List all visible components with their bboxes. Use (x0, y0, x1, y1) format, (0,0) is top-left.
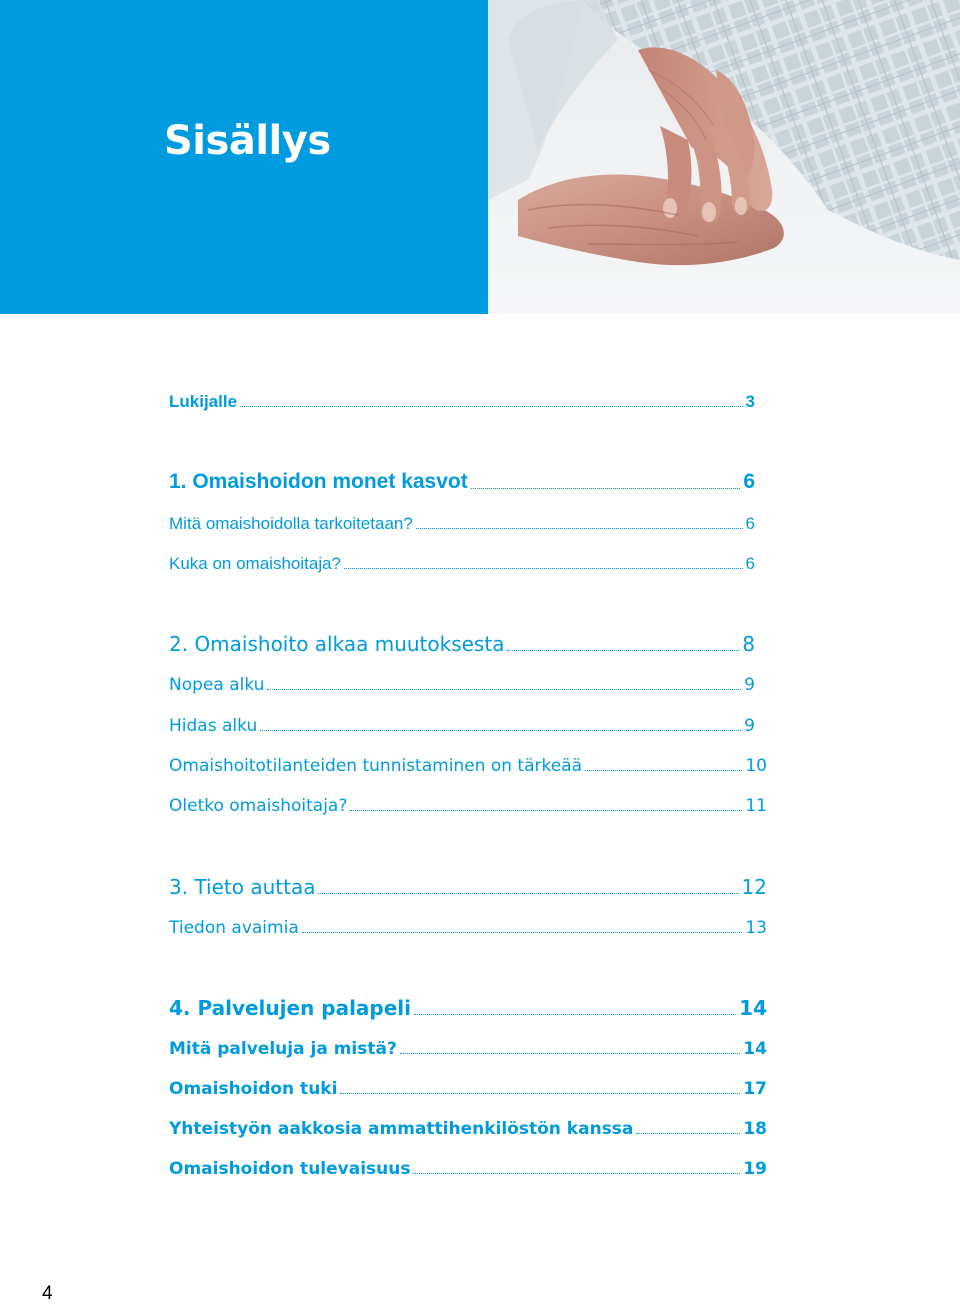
toc-entry-chapter-3[interactable] (169, 875, 767, 899)
toc-page-number: 17 (743, 1079, 767, 1099)
toc-page-number: 14 (739, 996, 767, 1020)
toc-label: Omaishoidon tuki (169, 1079, 338, 1099)
toc-page-number: 10 (745, 756, 767, 776)
toc-leader (471, 488, 741, 489)
toc-label: Yhteistyön aakkosia ammattihenkilöstön kanssa (169, 1119, 634, 1139)
page-number: 4 (42, 1283, 53, 1304)
toc-entry-hidas-alku[interactable] (169, 716, 755, 736)
toc-leader (240, 406, 743, 407)
toc-entry-mita-omaishoidolla[interactable] (169, 514, 755, 534)
toc-page-number: 9 (744, 675, 755, 695)
toc-label: Omaishoidon tulevaisuus (169, 1159, 411, 1179)
toc-leader (400, 1053, 741, 1054)
toc-entry-oletko-omaishoitaja[interactable] (169, 796, 767, 816)
toc-entry-kuka-on-omaishoitaja[interactable] (169, 554, 755, 574)
toc-leader (260, 730, 741, 731)
toc-page-number: 9 (744, 716, 755, 736)
toc-label: 1. Omaishoidon monet kasvot (169, 470, 468, 493)
page-title: Sisällys (164, 118, 331, 164)
toc-entry-chapter-4[interactable] (169, 996, 767, 1020)
toc-page-number: 8 (742, 632, 755, 656)
toc-label: 2. Omaishoito alkaa muutoksesta (169, 632, 505, 656)
toc-entry-tunnistaminen[interactable] (169, 756, 767, 776)
toc-leader (350, 810, 742, 811)
toc-label: Lukijalle (169, 392, 238, 411)
toc-entry-omaishoidon-tulevaisuus[interactable] (169, 1159, 767, 1179)
toc-page-number: 14 (743, 1039, 767, 1059)
toc-label: 4. Palvelujen palapeli (169, 996, 412, 1020)
toc-page-number: 3 (745, 392, 755, 411)
toc-label: Oletko omaishoitaja? (169, 796, 348, 816)
toc-leader (414, 1014, 736, 1015)
toc-leader (636, 1133, 740, 1134)
toc-entry-omaishoidon-tuki[interactable] (169, 1079, 767, 1099)
toc-page-number: 12 (741, 875, 767, 899)
toc-leader (340, 1093, 740, 1094)
toc-page-number: 13 (745, 918, 767, 938)
toc-leader (318, 893, 738, 894)
toc-leader (507, 650, 739, 651)
toc-label: Nopea alku (169, 675, 265, 695)
toc-page-number: 19 (743, 1159, 767, 1179)
toc-leader (267, 689, 741, 690)
toc-entry-tiedon-avaimia[interactable] (169, 918, 767, 938)
toc-entry-chapter-1[interactable] (169, 470, 755, 494)
toc-leader (416, 528, 743, 529)
toc-page-number: 6 (745, 514, 755, 533)
toc-page-number: 18 (743, 1119, 767, 1139)
toc-page-number: 6 (745, 554, 755, 573)
toc-entry-lukijalle[interactable] (169, 392, 755, 412)
toc-label: Kuka on omaishoitaja? (169, 554, 342, 573)
toc-label: 3. Tieto auttaa (169, 875, 316, 899)
toc-page-number: 11 (745, 796, 767, 816)
toc-entry-nopea-alku[interactable] (169, 675, 755, 695)
toc-label: Omaishoitotilanteiden tunnistaminen on tärkeää (169, 756, 583, 776)
toc-leader (302, 932, 743, 933)
header-block (0, 0, 488, 314)
toc-label: Tiedon avaimia (169, 918, 299, 938)
toc-page-number: 6 (743, 470, 755, 493)
toc-label: Mitä omaishoidolla tarkoitetaan? (169, 514, 413, 533)
toc-leader (344, 568, 743, 569)
toc-entry-yhteistyon-aakkosia[interactable] (169, 1119, 767, 1139)
hands-photo (488, 0, 960, 314)
toc-label: Mitä palveluja ja mistä? (169, 1039, 397, 1059)
toc-leader (413, 1173, 740, 1174)
toc-leader (585, 770, 742, 771)
toc-label: Hidas alku (169, 716, 258, 736)
toc-entry-chapter-2[interactable] (169, 632, 755, 656)
toc-entry-mita-palveluja[interactable] (169, 1039, 767, 1059)
